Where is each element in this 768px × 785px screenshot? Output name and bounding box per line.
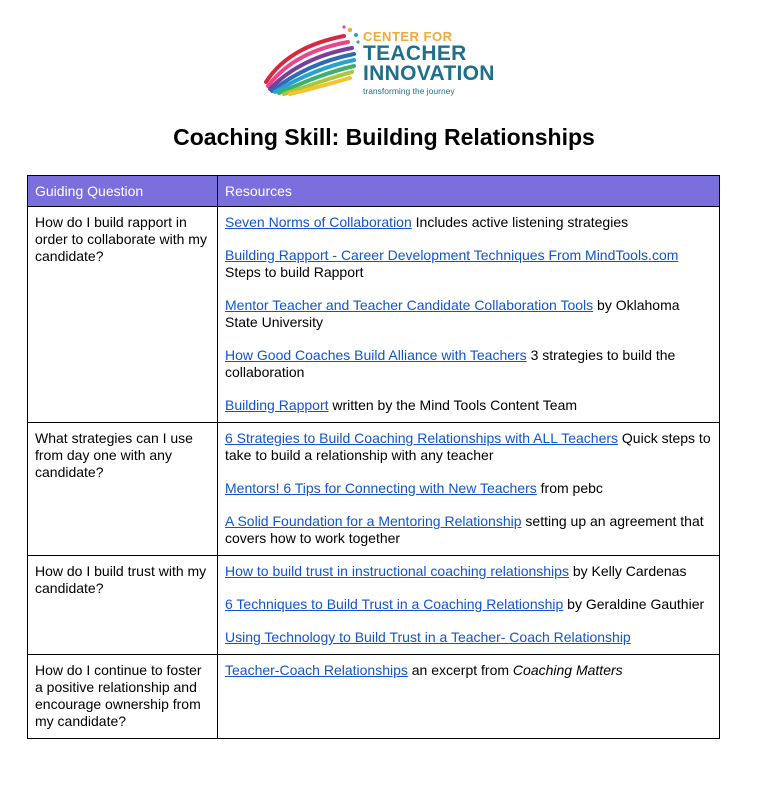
resource-description: by Geraldine Gauthier: [563, 596, 705, 612]
logo-line-innovation: INNOVATION: [363, 62, 495, 85]
resource-item: [225, 247, 712, 281]
resource-link[interactable]: Mentors! 6 Tips for Connecting with New Teachers: [225, 480, 537, 496]
guiding-question-cell: How do I continue to foster a positive relationship and encourage ownership from my candidate?: [28, 655, 218, 739]
resource-description: 3 strategies to build the collaboration: [225, 347, 676, 380]
resource-description: written by the Mind Tools Content Team: [328, 397, 578, 413]
resource-link[interactable]: A Solid Foundation for a Mentoring Relationship: [225, 513, 522, 529]
resource-description: Quick steps to take to build a relationship with any teacher: [225, 430, 711, 463]
resource-link[interactable]: Seven Norms of Collaboration: [225, 214, 412, 230]
resource-description: Steps to build Rapport: [225, 264, 364, 280]
resource-link[interactable]: 6 Strategies to Build Coaching Relationships with ALL Teachers: [225, 430, 619, 446]
table-row: [28, 655, 720, 739]
resource-item: [225, 297, 712, 331]
resource-description: from pebc: [536, 480, 603, 496]
resource-item: [225, 430, 712, 464]
resource-item: [225, 596, 712, 613]
resource-item: [225, 662, 712, 679]
logo-line-center-for: CENTER FOR: [363, 29, 453, 44]
swoosh-logo-icon: [264, 24, 362, 96]
resource-item: [225, 513, 712, 547]
resource-link[interactable]: Using Technology to Build Trust in a Teacher- Coach Relationship: [225, 629, 631, 645]
column-header-guiding-question: Guiding Question: [28, 176, 218, 207]
resource-link[interactable]: Building Rapport: [225, 397, 329, 413]
resource-description: by Kelly Cardenas: [568, 563, 687, 579]
resource-description: by Oklahoma State University: [225, 297, 680, 330]
resource-description: setting up an agreement that covers how to work together: [225, 513, 704, 546]
resource-item: [225, 347, 712, 381]
resource-item: [225, 563, 712, 580]
logo-tagline: transforming the journey: [363, 86, 455, 96]
resources-cell: [218, 655, 720, 739]
table-row: [28, 423, 720, 556]
table-row: [28, 207, 720, 423]
resources-table: [27, 175, 720, 739]
guiding-question-cell: How do I build rapport in order to collaborate with my candidate?: [28, 207, 218, 423]
resource-item: [225, 480, 712, 497]
resource-description: an excerpt from: [407, 662, 513, 678]
table-header-row: [28, 176, 720, 207]
resource-link[interactable]: Mentor Teacher and Teacher Candidate Collaboration Tools: [225, 297, 594, 313]
resource-source-title: Coaching Matters: [512, 662, 623, 678]
resource-item: [225, 397, 712, 414]
resource-item: [225, 629, 712, 646]
logo-line-teacher: TEACHER: [363, 42, 467, 65]
resource-link[interactable]: Building Rapport - Career Development Techniques From MindTools.com: [225, 247, 679, 263]
center-for-teacher-innovation-logo: [264, 24, 514, 96]
resources-cell: [218, 423, 720, 556]
guiding-question-cell: What strategies can I use from day one with any candidate?: [28, 423, 218, 556]
resource-link[interactable]: How Good Coaches Build Alliance with Teachers: [225, 347, 527, 363]
guiding-question-cell: How do I build trust with my candidate?: [28, 556, 218, 655]
table-row: [28, 556, 720, 655]
resources-cell: [218, 556, 720, 655]
resource-item: [225, 214, 712, 231]
column-header-resources: Resources: [218, 176, 720, 207]
resource-description: Includes active listening strategies: [411, 214, 629, 230]
resources-cell: [218, 207, 720, 423]
resource-link[interactable]: How to build trust in instructional coaching relationships: [225, 563, 569, 579]
resource-link[interactable]: 6 Techniques to Build Trust in a Coaching Relationship: [225, 596, 564, 612]
page-title: Coaching Skill: Building Relationships: [173, 124, 595, 150]
resource-link[interactable]: Teacher-Coach Relationships: [225, 662, 408, 678]
